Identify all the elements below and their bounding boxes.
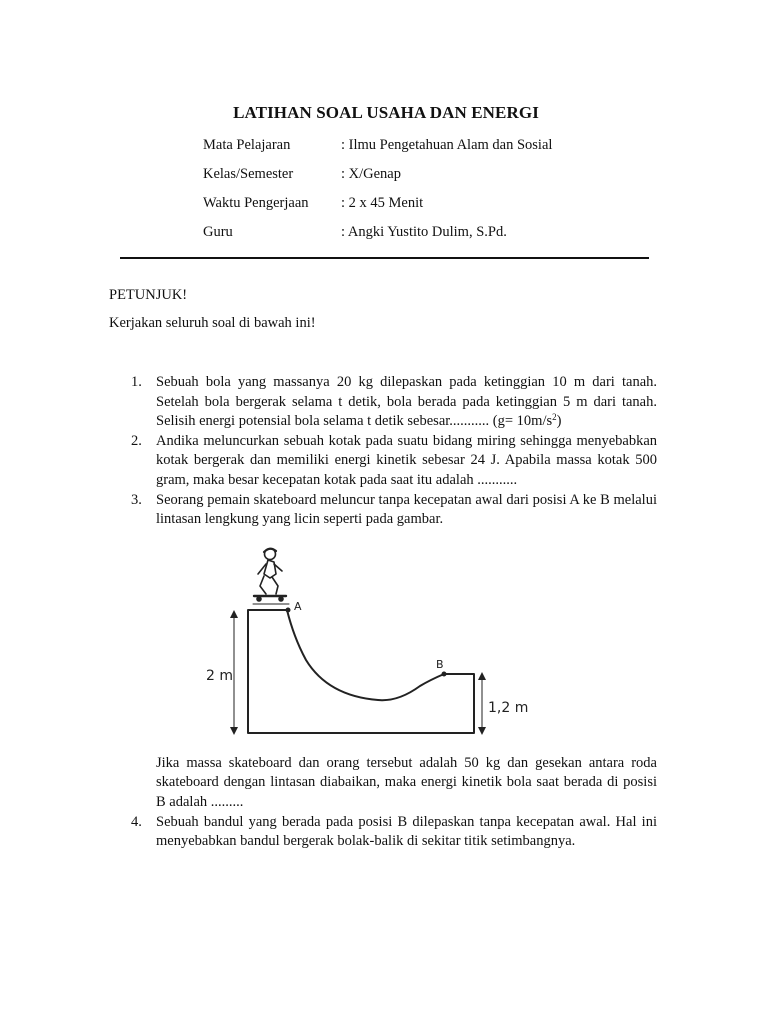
question-text: Seorang pemain skateboard meluncur tanpa kecepatan awal dari posisi A ke B melalui lintasan lengkung yang licin seperti pada gambar.: [156, 491, 657, 528]
question-text-end: ): [556, 413, 562, 430]
meta-label: Waktu Pengerjaan: [203, 195, 309, 211]
label-b: B: [436, 657, 444, 671]
instructions-heading: PETUNJUK!: [109, 287, 188, 303]
superscript: 2: [552, 412, 557, 423]
skateboarder-icon: [253, 548, 289, 604]
question-item: [131, 373, 657, 432]
meta-value: : Angki Yustito Dulim, S.Pd.: [341, 224, 507, 240]
header-divider: [120, 257, 649, 259]
ramp-track: [248, 610, 474, 733]
ramp-diagram: [158, 534, 530, 749]
question-item: [131, 813, 657, 852]
question-text: Sebuah bandul yang berada pada posisi B dilepaskan tanpa kecepatan awal. Hal ini menyebabkan bandul bergerak bolak-balik di sekitar titik setimbangnya.: [156, 813, 657, 850]
question-number: 2.: [131, 432, 142, 449]
height-label-left: 2 m: [206, 667, 233, 684]
meta-value: : 2 x 45 Menit: [341, 195, 424, 211]
question-item: [131, 491, 657, 813]
question-item: [131, 432, 657, 491]
point-b-dot: [442, 671, 447, 676]
meta-value: : X/Genap: [341, 166, 401, 182]
question-continuation: Jika massa skateboard dan orang tersebut adalah 50 kg dan gesekan antara roda skateboard dengan lintasan diabaikan, maka energi kinetik bola saat berada di posisi B adalah .........: [156, 754, 657, 810]
height-label-right: 1,2 m: [488, 699, 529, 716]
page-title: LATIHAN SOAL USAHA DAN ENERGI: [233, 103, 539, 122]
question-text: Sebuah bola yang massanya 20 kg dilepaskan pada ketinggian 10 m dari tanah. Setelah bola bergerak selama t detik, bola berada pada ketinggian 5 m dari tanah. Selisih energi potensial bola selama t detik sebesar........... (g= 10m/s: [156, 374, 657, 430]
meta-label: Mata Pelajaran: [203, 137, 291, 153]
point-a-dot: [286, 607, 291, 612]
question-number: 4.: [131, 813, 142, 830]
meta-label: Kelas/Semester: [203, 166, 294, 182]
meta-label: Guru: [203, 224, 233, 240]
skateboard-ramp-figure: [158, 534, 530, 749]
question-text: Andika meluncurkan sebuah kotak pada suatu bidang miring sehingga menyebabkan kotak bergerak dan memiliki energi kinetik sebesar 24 J. Apabila massa kotak 500 gram, maka besar kecepatan kotak pada saat itu adalah ...........: [156, 432, 657, 488]
question-number: 1.: [131, 374, 142, 390]
question-list: [131, 373, 657, 852]
question-number: 3.: [131, 491, 142, 508]
label-a: A: [294, 599, 302, 613]
instructions-text: Kerjakan seluruh soal di bawah ini!: [109, 315, 316, 331]
meta-value: : Ilmu Pengetahuan Alam dan Sosial: [341, 137, 553, 153]
